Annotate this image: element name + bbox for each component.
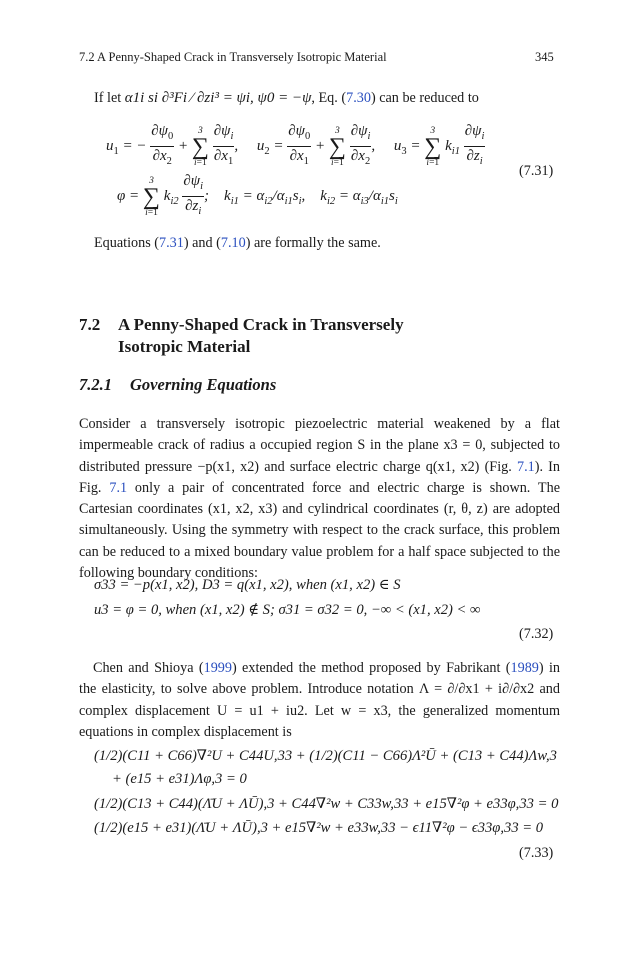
eq731-frac-dpsi0-dx1: $\frac{\partial\psi_0}{\partial x_1}$ (288, 123, 311, 167)
para2-author1: Chen and Shioya ( (93, 660, 204, 676)
eq731-u2: $u_2$ = (256, 137, 284, 157)
equation-7-33-line3: (1/2)(C13 + C44)(Λ̄U + ΛŪ),3 + C44∇²w + C33w,33 + e15∇²φ + e33φ,33 = 0 (94, 796, 559, 812)
intro-expression: α1i si ∂³Fi ⁄ ∂zi³ = ψi, ψ0 = −ψ (124, 90, 312, 106)
ref-fig-7-1-a[interactable]: 7.1 (516, 458, 535, 475)
section-title-line2: Isotropic Material (118, 337, 251, 356)
equation-7-32-line2: u3 = φ = 0, when (x1, x2) ∉ S; σ31 = σ32 = 0, −∞ < (x1, x2) < ∞ (94, 602, 481, 618)
paragraph-boundary-problem (79, 414, 560, 584)
eq731-plain-line2: φ = Σ(i=1..3) ki2 ∂ψi/∂zi; ki1 = αi2/αi1 si, ki2 = αi3/αi1 si (79, 944, 103, 945)
equation-7-33-line4: (1/2)(e15 + e31)(Λ̄U + ΛŪ),3 + e15∇²w + e33w,33 − ϵ11∇²φ − ϵ33φ,33 = 0 (94, 820, 544, 836)
ref-eq-7-10[interactable]: 7.10 (220, 235, 246, 251)
equation-7-31-line1: $u_1$ = − $\frac{\partial\psi_0}{\partial x_2}$ + 3 ∑ i=1 $\frac{\partial\psi_i}{\partial x_1}$ , $u_2$ = $\frac{\partial\psi_0}{\partial x_1}$ + 3 ∑ i=1 $\frac{\partial\psi_i}{\partial x_2}$ , $u_3$ = 3 ∑ i=1 $k_{i1}$ $\frac{\partial\psi_i}{\partial z_i}$ (106, 122, 485, 171)
subsection-title: Governing Equations (130, 375, 277, 394)
formal-prefix: Equations ( (94, 235, 160, 251)
eq731-frac-dpsii-dx1: $\frac{\partial\psi_i}{\partial x_1}$ (213, 123, 234, 167)
ref-chen-shioya-1999[interactable]: 1999 (203, 660, 232, 676)
intro-prefix: If let (94, 90, 125, 106)
eq731-frac-dpsii-dx2: $\frac{\partial\psi_i}{\partial x_2}$ (350, 123, 371, 167)
eq731-sum-2: 3 ∑ i=1 (328, 125, 346, 168)
formal-mid: ) and ( (183, 235, 221, 251)
equation-7-33-line1: (1/2)(C11 + C66)∇²U + C44U,33 + (1/2)(C11 − C66)Λ²Ū + (C13 + C44)Λw,3 (94, 748, 557, 764)
equation-7-31-line2: φ = 3 ∑ i=1 $k_{i2}$ $\frac{\partial\psi_i}{\partial z_i}$ ; $k_{i1} = \alpha_{i2}/\alpha_{i1}s_i$, $k_{i2} = \alpha_{i3}/\alpha_{i1}s_i$ (117, 172, 398, 221)
page-number: 345 (535, 50, 554, 64)
equation-number-7-31: (7.31) (519, 163, 554, 179)
eq731-sum-3: 3 ∑ i=1 (424, 125, 442, 168)
eq731-sum-1: 3 ∑ i=1 (191, 125, 209, 168)
equation-number-7-33: (7.33) (519, 845, 554, 861)
equation-number-7-32: (7.32) (519, 626, 554, 642)
ref-eq-7-30[interactable]: 7.30 (346, 90, 371, 106)
para2-text-b: ) in the elasticity, to solve above problem. Introduce notation Λ = ∂/∂x1 + i∂/∂x2 and complex displacement U = u1 + iu2. Let w = x3, the generalized momentum equations in complex displacement is (79, 660, 560, 740)
para1-text-a: Consider a transversely isotropic piezoelectric material weakened by a flat impermeable crack of radius a occupied region S in the plane x3 = 0, subjected to distributed pressure −p(x1, x2) and surface electric charge q(x1, x2) (Fig. (79, 416, 560, 475)
paragraph-method (79, 658, 560, 743)
para1-text-c: only a pair of concentrated force and electric charge is shown. The Cartesian coordinates (x1, x2, x3) and cylindrical coordinates (r, θ, z) are adopted simultaneously. Using the symmetry with respect to the crack surface, this problem can be reduced to a mixed boundary value problem for a half space subjected to the following boundary conditions: (79, 479, 560, 582)
intro-suffix: ) can be reduced to (370, 90, 479, 106)
eq731-u3: $u_3$ = (393, 137, 421, 157)
eq731-u1: $u_1$ = − (106, 137, 147, 157)
section-number: 7.2 (79, 315, 101, 334)
eq731-frac-dpsii-dzi: $\frac{\partial\psi_i}{\partial z_i}$ (464, 123, 485, 167)
intro-mid: , Eq. ( (311, 90, 347, 106)
formal-sentence (94, 233, 381, 255)
intro-sentence (94, 88, 479, 110)
equation-7-33-line2: + (e15 + e31)Λφ,3 = 0 (112, 771, 247, 787)
para2-text-a: ) extended the method proposed by Fabrikant ( (231, 660, 511, 676)
subsection-number: 7.2.1 (79, 375, 112, 394)
ref-fabrikant-1989[interactable]: 1989 (510, 660, 539, 676)
running-header-title: 7.2 A Penny-Shaped Crack in Transversely Isotropic Material (79, 50, 387, 64)
eq731-sum-4: 3 ∑ i=1 (142, 175, 161, 218)
eq731-plain-line1: u1 = − ∂ψ0/∂x2 + Σ(i=1..3) ∂ψi/∂x1, u2 = ∂ψ0/∂x1 + Σ(i=1..3) ∂ψi/∂x2, u3 = Σ(i=1..3) ki1 ∂ψi/∂zi (79, 940, 119, 941)
equation-7-32-line1: σ33 = −p(x1, x2), D3 = q(x1, x2), when (x1, x2) ∈ S (94, 577, 401, 593)
ref-fig-7-1-b[interactable]: 7.1 (109, 479, 128, 496)
eq731-frac-dpsi0-dx2: $\frac{\partial\psi_0}{\partial x_2}$ (151, 123, 174, 167)
para1-text-b: ). In Fig. (79, 458, 561, 496)
section-title-line1: A Penny-Shaped Crack in Transversely (118, 315, 404, 334)
eq731-frac-dpsii-dzi-2: $\frac{\partial\psi_i}{\partial z_i}$ (183, 173, 204, 217)
formal-suffix: ) are formally the same. (245, 235, 381, 251)
ref-eq-7-31[interactable]: 7.31 (159, 235, 184, 251)
